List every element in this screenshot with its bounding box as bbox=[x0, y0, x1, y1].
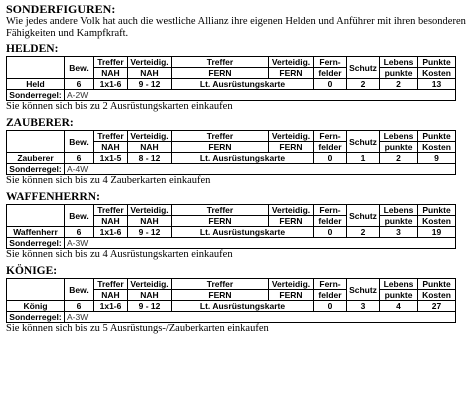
header-lebenspunkte: Lebens bbox=[380, 279, 418, 290]
table-row bbox=[7, 79, 456, 90]
header-blank bbox=[7, 279, 65, 301]
section-heading: WAFFENHERRN: bbox=[6, 191, 100, 203]
sonderregel-label: Sonderregel: bbox=[7, 238, 65, 249]
cell-bew: 6 bbox=[65, 227, 94, 238]
section-note: Sie können sich bis zu 2 Ausrüstungskarten einkaufen bbox=[6, 101, 233, 112]
sonderregel-value: A-2W bbox=[65, 90, 128, 101]
header-treffer-fern-2: FERN bbox=[172, 142, 269, 153]
header-fernfelder-2: felder bbox=[314, 290, 347, 301]
section-note: Sie können sich bis zu 4 Zauberkarten einkaufen bbox=[6, 175, 211, 186]
header-fernfelder: Fern- bbox=[314, 279, 347, 290]
sonderregel-row bbox=[7, 164, 456, 175]
intro-paragraph: Wie jedes andere Volk hat auch die westliche Allianz ihre eigenen Helden und Anführer mit ihren besonderen Fähigkeiten und Kampfkraft. bbox=[6, 16, 466, 39]
cell-lebenspunkte: 4 bbox=[380, 301, 418, 312]
header-punkte-2: Kosten bbox=[418, 290, 456, 301]
cell-treffer-nah: 1x1-6 bbox=[94, 79, 128, 90]
cell-bew: 6 bbox=[65, 301, 94, 312]
header-verteidig-fern: Verteidig. bbox=[269, 279, 314, 290]
sonderregel-end bbox=[418, 312, 456, 323]
header-blank bbox=[7, 205, 65, 227]
header-row-top bbox=[7, 205, 456, 216]
header-row-top bbox=[7, 57, 456, 68]
header-treffer-fern: Treffer bbox=[172, 57, 269, 68]
header-punkte: Punkte bbox=[418, 131, 456, 142]
cell-punkte: 27 bbox=[418, 301, 456, 312]
document-page bbox=[6, 3, 466, 339]
header-fernfelder-2: felder bbox=[314, 68, 347, 79]
unit-section bbox=[6, 117, 466, 187]
unit-section bbox=[6, 43, 466, 113]
header-lebenspunkte: Lebens bbox=[380, 131, 418, 142]
cell-name: Waffenherr bbox=[7, 227, 65, 238]
cell-fern: Lt. Ausrüstungskarte bbox=[172, 153, 314, 164]
header-verteidig-fern-2: FERN bbox=[269, 290, 314, 301]
header-verteidig-fern: Verteidig. bbox=[269, 131, 314, 142]
header-treffer-nah: Treffer bbox=[94, 279, 128, 290]
sonderregel-filler bbox=[128, 90, 418, 101]
cell-verteidig-nah: 8 - 12 bbox=[128, 153, 172, 164]
header-treffer-nah: Treffer bbox=[94, 205, 128, 216]
header-verteidig-nah: Verteidig. bbox=[128, 205, 172, 216]
section-heading: ZAUBERER: bbox=[6, 117, 74, 129]
header-schutz: Schutz bbox=[347, 279, 380, 301]
header-treffer-fern-2: FERN bbox=[172, 290, 269, 301]
header-blank bbox=[7, 57, 65, 79]
section-note: Sie können sich bis zu 4 Ausrüstungskarten einkaufen bbox=[6, 249, 233, 260]
header-verteidig-nah-2: NAH bbox=[128, 142, 172, 153]
cell-name: Zauberer bbox=[7, 153, 65, 164]
sonderregel-value: A-3W bbox=[65, 312, 128, 323]
sonderregel-filler bbox=[128, 238, 418, 249]
section-heading: KÖNIGE: bbox=[6, 265, 58, 277]
header-verteidig-fern-2: FERN bbox=[269, 142, 314, 153]
header-lebenspunkte-2: punkte bbox=[380, 290, 418, 301]
sections-container bbox=[6, 43, 466, 335]
header-verteidig-nah-2: NAH bbox=[128, 290, 172, 301]
header-treffer-fern: Treffer bbox=[172, 205, 269, 216]
header-verteidig-nah: Verteidig. bbox=[128, 57, 172, 68]
header-verteidig-nah-2: NAH bbox=[128, 216, 172, 227]
sonderregel-end bbox=[418, 238, 456, 249]
header-verteidig-fern: Verteidig. bbox=[269, 57, 314, 68]
cell-punkte: 9 bbox=[418, 153, 456, 164]
cell-punkte: 13 bbox=[418, 79, 456, 90]
header-treffer-nah-2: NAH bbox=[94, 216, 128, 227]
cell-lebenspunkte: 2 bbox=[380, 153, 418, 164]
header-verteidig-nah: Verteidig. bbox=[128, 131, 172, 142]
header-lebenspunkte-2: punkte bbox=[380, 142, 418, 153]
cell-lebenspunkte: 2 bbox=[380, 79, 418, 90]
section-note: Sie können sich bis zu 5 Ausrüstungs-/Zauberkarten einkaufen bbox=[6, 323, 269, 334]
cell-bew: 6 bbox=[65, 79, 94, 90]
header-treffer-nah-2: NAH bbox=[94, 142, 128, 153]
header-treffer-nah-2: NAH bbox=[94, 290, 128, 301]
cell-verteidig-nah: 9 - 12 bbox=[128, 79, 172, 90]
cell-fernfelder: 0 bbox=[314, 153, 347, 164]
header-schutz: Schutz bbox=[347, 205, 380, 227]
sonderregel-row bbox=[7, 238, 456, 249]
sonderregel-label: Sonderregel: bbox=[7, 164, 65, 175]
cell-bew: 6 bbox=[65, 153, 94, 164]
cell-treffer-nah: 1x1-5 bbox=[94, 153, 128, 164]
header-lebenspunkte-2: punkte bbox=[380, 68, 418, 79]
table-row bbox=[7, 301, 456, 312]
sonderregel-filler bbox=[128, 312, 418, 323]
cell-fernfelder: 0 bbox=[314, 79, 347, 90]
header-treffer-fern: Treffer bbox=[172, 131, 269, 142]
header-verteidig-nah-2: NAH bbox=[128, 68, 172, 79]
header-lebenspunkte: Lebens bbox=[380, 205, 418, 216]
sonderregel-end bbox=[418, 164, 456, 175]
header-treffer-nah-2: NAH bbox=[94, 68, 128, 79]
header-treffer-fern: Treffer bbox=[172, 279, 269, 290]
cell-lebenspunkte: 3 bbox=[380, 227, 418, 238]
sonderregel-label: Sonderregel: bbox=[7, 312, 65, 323]
header-schutz: Schutz bbox=[347, 57, 380, 79]
header-fernfelder-2: felder bbox=[314, 142, 347, 153]
header-fernfelder-2: felder bbox=[314, 216, 347, 227]
cell-schutz: 1 bbox=[347, 153, 380, 164]
header-fernfelder: Fern- bbox=[314, 205, 347, 216]
cell-fern: Lt. Ausrüstungskarte bbox=[172, 227, 314, 238]
cell-fern: Lt. Ausrüstungskarte bbox=[172, 79, 314, 90]
stats-table bbox=[6, 56, 456, 101]
header-punkte: Punkte bbox=[418, 57, 456, 68]
header-bew: Bew. bbox=[65, 57, 94, 79]
header-row-top bbox=[7, 131, 456, 142]
header-lebenspunkte: Lebens bbox=[380, 57, 418, 68]
sonderregel-value: A-3W bbox=[65, 238, 128, 249]
cell-fernfelder: 0 bbox=[314, 301, 347, 312]
header-fernfelder: Fern- bbox=[314, 131, 347, 142]
cell-fernfelder: 0 bbox=[314, 227, 347, 238]
sonderregel-row bbox=[7, 90, 456, 101]
header-blank bbox=[7, 131, 65, 153]
cell-schutz: 3 bbox=[347, 301, 380, 312]
stats-table bbox=[6, 204, 456, 249]
sonderregel-row bbox=[7, 312, 456, 323]
unit-section bbox=[6, 191, 466, 261]
header-treffer-nah: Treffer bbox=[94, 57, 128, 68]
header-treffer-nah: Treffer bbox=[94, 131, 128, 142]
page-title: SONDERFIGUREN: bbox=[6, 2, 116, 16]
header-bew: Bew. bbox=[65, 131, 94, 153]
cell-schutz: 2 bbox=[347, 79, 380, 90]
cell-name: König bbox=[7, 301, 65, 312]
header-bew: Bew. bbox=[65, 205, 94, 227]
stats-table bbox=[6, 278, 456, 323]
table-row bbox=[7, 227, 456, 238]
cell-punkte: 19 bbox=[418, 227, 456, 238]
header-verteidig-fern: Verteidig. bbox=[269, 205, 314, 216]
header-lebenspunkte-2: punkte bbox=[380, 216, 418, 227]
header-bew: Bew. bbox=[65, 279, 94, 301]
cell-verteidig-nah: 9 - 12 bbox=[128, 301, 172, 312]
header-punkte: Punkte bbox=[418, 205, 456, 216]
header-treffer-fern-2: FERN bbox=[172, 216, 269, 227]
table-row bbox=[7, 153, 456, 164]
header-verteidig-fern-2: FERN bbox=[269, 216, 314, 227]
header-punkte-2: Kosten bbox=[418, 68, 456, 79]
cell-fern: Lt. Ausrüstungskarte bbox=[172, 301, 314, 312]
cell-treffer-nah: 1x1-6 bbox=[94, 227, 128, 238]
header-fernfelder: Fern- bbox=[314, 57, 347, 68]
sonderregel-value: A-4W bbox=[65, 164, 128, 175]
header-verteidig-nah: Verteidig. bbox=[128, 279, 172, 290]
sonderregel-label: Sonderregel: bbox=[7, 90, 65, 101]
header-punkte-2: Kosten bbox=[418, 216, 456, 227]
header-punkte: Punkte bbox=[418, 279, 456, 290]
cell-treffer-nah: 1x1-6 bbox=[94, 301, 128, 312]
unit-section bbox=[6, 265, 466, 335]
header-treffer-fern-2: FERN bbox=[172, 68, 269, 79]
stats-table bbox=[6, 130, 456, 175]
header-punkte-2: Kosten bbox=[418, 142, 456, 153]
cell-schutz: 2 bbox=[347, 227, 380, 238]
section-heading: HELDEN: bbox=[6, 43, 59, 55]
header-row-top bbox=[7, 279, 456, 290]
cell-name: Held bbox=[7, 79, 65, 90]
header-schutz: Schutz bbox=[347, 131, 380, 153]
cell-verteidig-nah: 9 - 12 bbox=[128, 227, 172, 238]
sonderregel-filler bbox=[128, 164, 418, 175]
header-verteidig-fern-2: FERN bbox=[269, 68, 314, 79]
sonderregel-end bbox=[418, 90, 456, 101]
